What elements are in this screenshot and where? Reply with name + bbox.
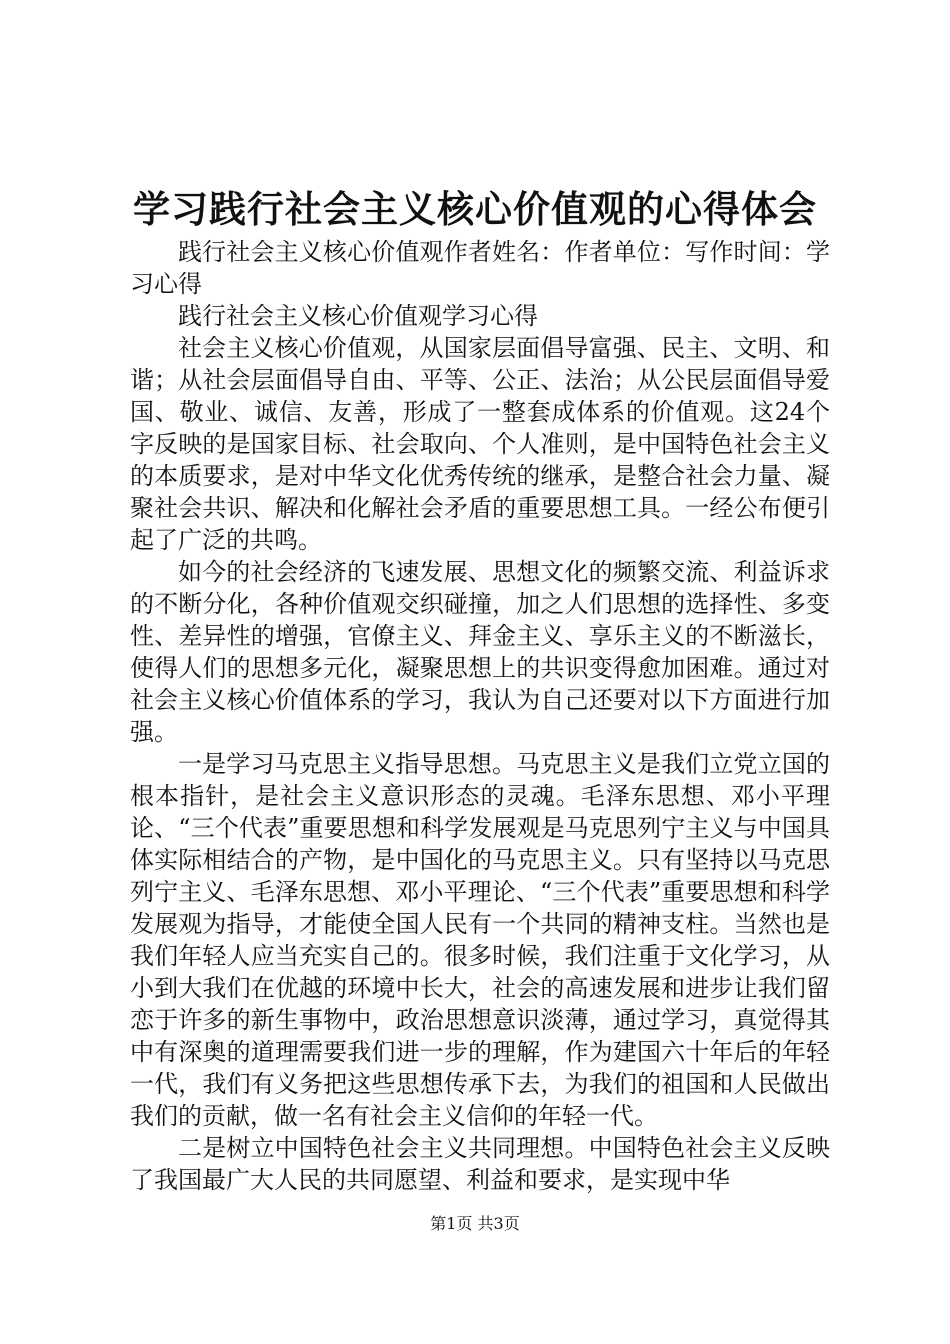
paragraph-core-values: 社会主义核心价值观，从国家层面倡导富强、民主、文明、和谐；从社会层面倡导自由、平等、公正、法治；从公民层面倡导爱国、敬业、诚信、友善，形成了一整套成体系的价值观。这24个字反映的是国家目标、社会取向、个人准则，是中国特色社会主义的本质要求，是对中华文化优秀传统的继承，是整合社会力量、凝聚社会共识、解决和化解社会矛盾的重要思想工具。一经公布便引起了广泛的共鸣。 — [130, 334, 830, 554]
paragraph-subtitle: 践行社会主义核心价值观学习心得 — [178, 302, 538, 330]
document-title: 学习践行社会主义核心价值观的心得体会 — [133, 187, 817, 231]
page-footer: 第1页 共3页 — [430, 1214, 520, 1233]
document-body — [130, 236, 830, 1196]
paragraph-header-line: 践行社会主义核心价值观作者姓名：作者单位：写作时间：学习心得 — [130, 238, 830, 298]
paragraph-point-two: 二是树立中国特色社会主义共同理想。中国特色社会主义反映了我国最广大人民的共同愿望、利益和要求，是实现中华 — [130, 1134, 830, 1194]
paragraph-point-one: 一是学习马克思主义指导思想。马克思主义是我们立党立国的根本指针，是社会主义意识形态的灵魂。毛泽东思想、邓小平理论、“三个代表”重要思想和科学发展观是马克思列宁主义与中国具体实际相结合的产物，是中国化的马克思主义。只有坚持以马克思列宁主义、毛泽东思想、邓小平理论、“三个代表”重要思想和科学发展观为指导，才能使全国人民有一个共同的精神支柱。当然也是我们年轻人应当充实自己的。很多时候，我们注重于文化学习，从小到大我们在优越的环境中长大，社会的高速发展和进步让我们留恋于许多的新生事物中，政治思想意识淡薄，通过学习，真觉得其中有深奥的道理需要我们进一步的理解，作为建国六十年后的年轻一代，我们有义务把这些思想传承下去，为我们的祖国和人民做出我们的贡献，做一名有社会主义信仰的年轻一代。 — [130, 750, 830, 1130]
paragraph-social-context: 如今的社会经济的飞速发展、思想文化的频繁交流、利益诉求的不断分化，各种价值观交织碰撞，加之人们思想的选择性、多变性、差异性的增强，官僚主义、拜金主义、享乐主义的不断滋长，使得人们的思想多元化，凝聚思想上的共识变得愈加困难。通过对社会主义核心价值体系的学习，我认为自己还要对以下方面进行加强。 — [130, 558, 830, 746]
